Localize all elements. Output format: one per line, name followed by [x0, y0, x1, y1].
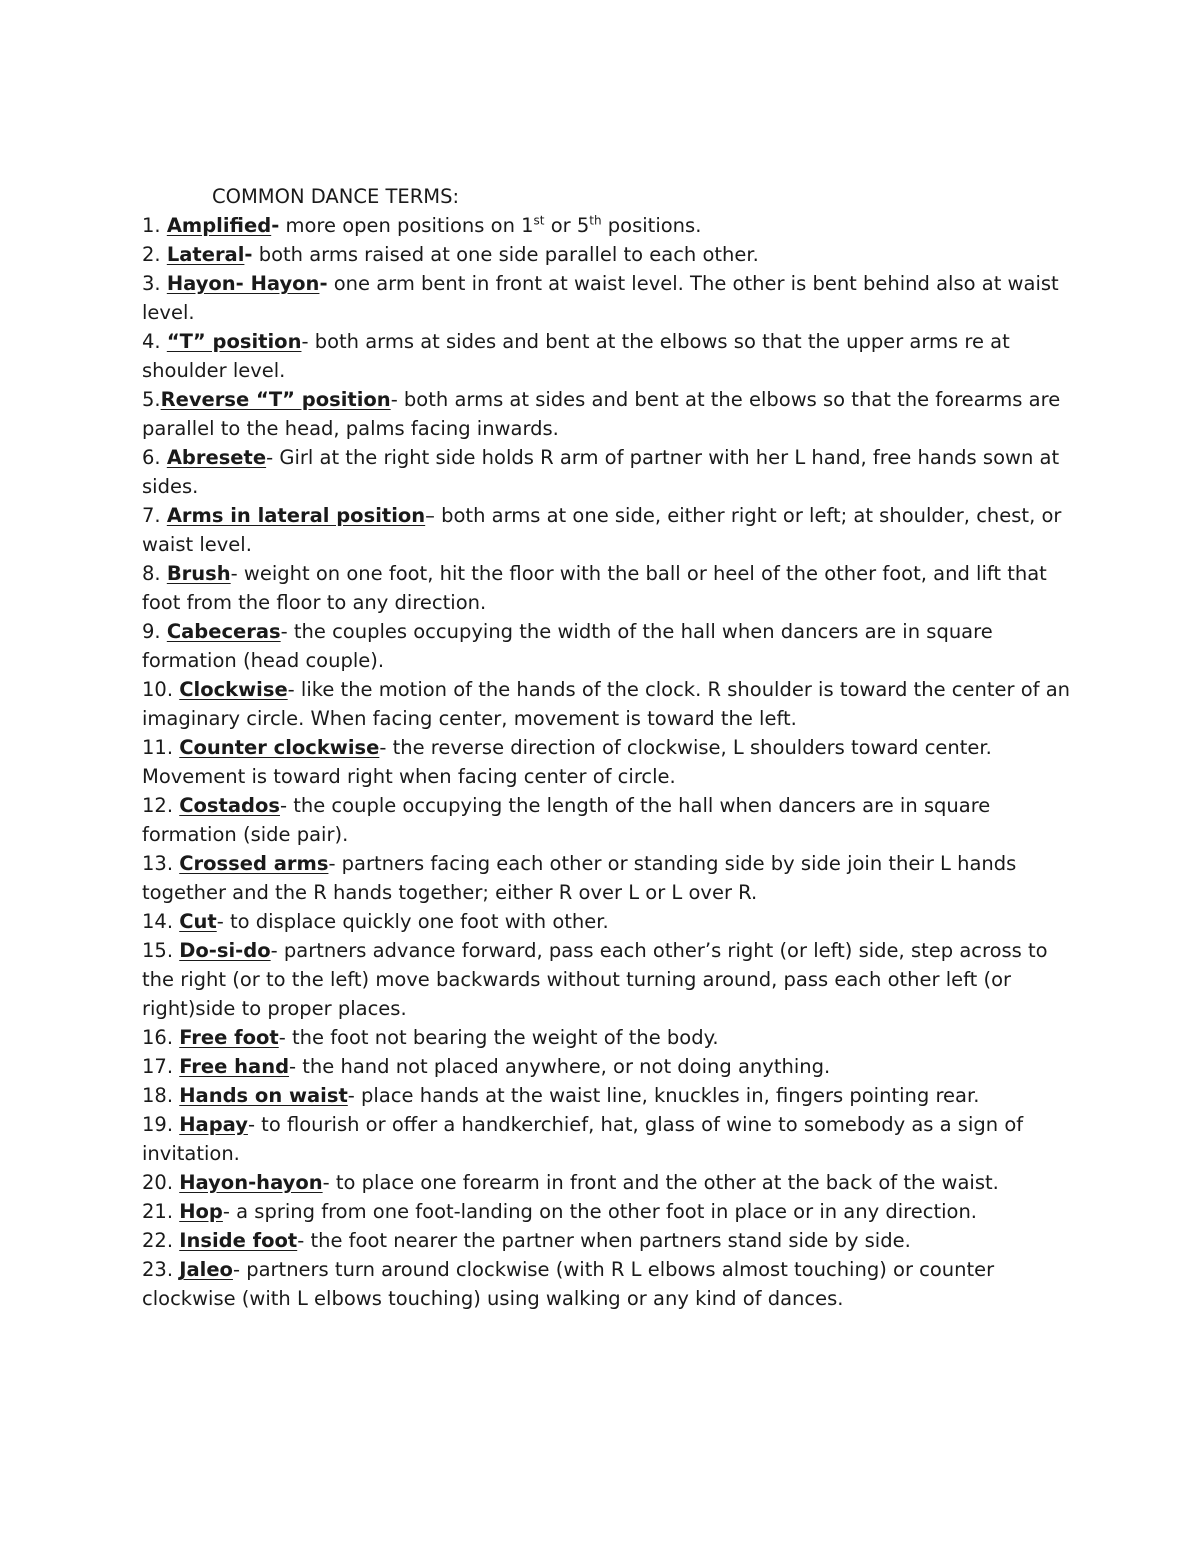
ordinal-suffix: th — [589, 213, 602, 228]
term-name: Abresete — [166, 446, 267, 469]
term-name: Hapay — [179, 1113, 248, 1136]
term-separator: - — [216, 910, 224, 933]
term-entry-15 — [142, 936, 1072, 1023]
term-separator: - — [222, 1200, 230, 1223]
entry-number: 9. — [142, 620, 167, 643]
term-name: Free hand — [179, 1055, 290, 1078]
term-separator: - — [230, 562, 238, 585]
term-entry-14 — [142, 907, 1072, 936]
term-name: Amplified — [166, 214, 272, 237]
term-separator: - — [270, 939, 278, 962]
term-name: Cut — [179, 910, 217, 933]
term-entry-17 — [142, 1052, 1072, 1081]
term-definition: partners turn around clockwise (with R L elbows almost touching) or counter clockwise (with L elbows touching) using walking or any kind of dances. — [142, 1258, 995, 1310]
term-definition: the reverse direction of clockwise, L shoulders toward center. Movement is toward right when facing center of circle. — [142, 736, 992, 788]
term-entry-7 — [142, 501, 1072, 559]
entry-number: 18. — [142, 1084, 180, 1107]
term-separator: - — [297, 1229, 305, 1252]
entry-number: 2. — [142, 243, 167, 266]
term-definition: both arms raised at one side parallel to each other. — [252, 243, 759, 266]
term-entry-19 — [142, 1110, 1072, 1168]
term-separator: - — [278, 1026, 286, 1049]
term-name: Counter clockwise — [179, 736, 380, 759]
entry-number: 6. — [142, 446, 167, 469]
term-name: Clockwise — [179, 678, 288, 701]
term-definition: the foot not bearing the weight of the body. — [285, 1026, 719, 1049]
term-entry-9 — [142, 617, 1072, 675]
entry-number: 16. — [142, 1026, 180, 1049]
term-definition: both arms at sides and bent at the elbows so that the forearms are parallel to the head, palms facing inwards. — [142, 388, 1061, 440]
term-name: Arms in lateral position — [166, 504, 426, 527]
term-entry-11 — [142, 733, 1072, 791]
term-name: Inside foot — [179, 1229, 298, 1252]
term-definition: one arm bent in front at waist level. The other is bent behind also at waist level. — [142, 272, 1059, 324]
term-definition: weight on one foot, hit the floor with the ball or heel of the other foot, and lift that foot from the floor to any direction. — [142, 562, 1047, 614]
term-definition: to flourish or offer a handkerchief, hat, glass of wine to somebody as a sign of invitation. — [142, 1113, 1024, 1165]
term-entry-10 — [142, 675, 1072, 733]
term-separator: - — [289, 1055, 297, 1078]
term-separator: - — [279, 794, 288, 817]
term-definition: both arms at sides and bent at the elbows so that the upper arms re at shoulder level. — [142, 330, 1010, 382]
entry-number: 12. — [142, 794, 180, 817]
term-name: Hands on waist — [179, 1084, 348, 1107]
term-definition: to place one forearm in front and the other at the back of the waist. — [329, 1171, 999, 1194]
term-definition: partners facing each other or standing side by side join their L hands together and the R hands together; either R over L or L over R. — [142, 852, 1017, 904]
term-entry-5 — [142, 385, 1072, 443]
term-separator: - — [266, 446, 274, 469]
term-separator: - — [328, 852, 336, 875]
entry-number: 13. — [142, 852, 180, 875]
term-separator: - — [322, 1171, 330, 1194]
term-name: Costados — [179, 794, 280, 817]
document-page — [142, 182, 1072, 1313]
entry-number: 4. — [142, 330, 167, 353]
term-name: “T” position — [166, 330, 302, 353]
term-separator: - — [379, 736, 387, 759]
term-name: Free foot — [179, 1026, 279, 1049]
term-definition: a spring from one foot-landing on the other foot in place or in any direction. — [229, 1200, 977, 1223]
term-definition: the couples occupying the width of the hall when dancers are in square formation (head couple). — [142, 620, 993, 672]
term-name: Hayon- Hayon — [166, 272, 320, 295]
entry-number: 10. — [142, 678, 180, 701]
term-separator: - — [280, 620, 288, 643]
term-name: Cabeceras — [166, 620, 281, 643]
term-definition: more open positions on 1 — [279, 214, 534, 237]
term-entry-13 — [142, 849, 1072, 907]
term-name: Hop — [179, 1200, 223, 1223]
entry-number: 3. — [142, 272, 167, 295]
entry-number: 20. — [142, 1171, 180, 1194]
term-separator: - — [301, 330, 309, 353]
term-definition: the couple occupying the length of the hall when dancers are in square formation (side pair). — [142, 794, 991, 846]
page-title: COMMON DANCE TERMS: — [212, 185, 460, 208]
term-definition: positions. — [601, 214, 702, 237]
term-entry-22 — [142, 1226, 1072, 1255]
ordinal-suffix: st — [533, 213, 545, 228]
term-separator: - — [287, 678, 295, 701]
term-entry-2 — [142, 240, 1072, 269]
entry-number: 11. — [142, 736, 180, 759]
term-definition: or 5 — [544, 214, 590, 237]
entry-number: 5. — [142, 388, 161, 411]
term-name: Jaleo — [179, 1258, 233, 1281]
entry-number: 8. — [142, 562, 167, 585]
entry-number: 1. — [142, 214, 167, 237]
term-separator: - — [232, 1258, 240, 1281]
entry-number: 14. — [142, 910, 180, 933]
entry-number: 21. — [142, 1200, 180, 1223]
term-name: Brush — [166, 562, 231, 585]
term-separator: - — [347, 1084, 355, 1107]
term-definition: to displace quickly one foot with other. — [223, 910, 609, 933]
entry-number: 7. — [142, 504, 167, 527]
entry-number: 22. — [142, 1229, 180, 1252]
term-definition: like the motion of the hands of the clock. R shoulder is toward the center of an imaginary circle. When facing center, movement is toward the left. — [142, 678, 1070, 730]
term-name: Crossed arms — [179, 852, 329, 875]
term-entry-23 — [142, 1255, 1072, 1313]
term-entry-16 — [142, 1023, 1072, 1052]
term-definition: Girl at the right side holds R arm of partner with her L hand, free hands sown at sides. — [142, 446, 1060, 498]
entry-number: 15. — [142, 939, 180, 962]
term-entry-4 — [142, 327, 1072, 385]
term-separator: - — [271, 214, 280, 237]
term-definition: place hands at the waist line, knuckles in, fingers pointing rear. — [354, 1084, 980, 1107]
term-definition: the foot nearer the partner when partners stand side by side. — [304, 1229, 911, 1252]
entry-number: 19. — [142, 1113, 180, 1136]
term-entry-6 — [142, 443, 1072, 501]
term-separator: – — [425, 504, 435, 527]
term-name: Reverse “T” position — [160, 388, 391, 411]
term-separator: - — [319, 272, 328, 295]
term-entry-12 — [142, 791, 1072, 849]
term-entry-20 — [142, 1168, 1072, 1197]
term-entry-21 — [142, 1197, 1072, 1226]
term-entry-1 — [142, 211, 1072, 240]
term-entry-3 — [142, 269, 1072, 327]
term-definition: partners advance forward, pass each other’s right (or left) side, step across to the right (or to the left) move backwards without turning around, pass each other left (or right)side to proper places. — [142, 939, 1048, 1020]
term-separator: - — [244, 243, 253, 266]
term-separator: - — [247, 1113, 255, 1136]
term-entry-8 — [142, 559, 1072, 617]
term-name: Hayon-hayon — [179, 1171, 323, 1194]
term-definition: both arms at one side, either right or left; at shoulder, chest, or waist level. — [142, 504, 1062, 556]
entry-number: 17. — [142, 1055, 180, 1078]
term-entry-18 — [142, 1081, 1072, 1110]
term-name: Do-si-do — [179, 939, 271, 962]
term-name: Lateral — [166, 243, 245, 266]
term-separator: - — [390, 388, 398, 411]
entry-number: 23. — [142, 1258, 180, 1281]
term-definition: the hand not placed anywhere, or not doing anything. — [296, 1055, 831, 1078]
